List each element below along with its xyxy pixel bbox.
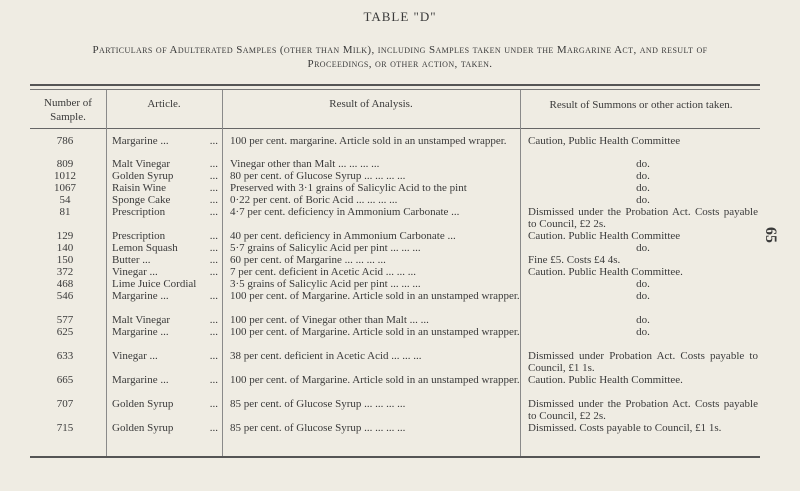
analysis-result: 100 per cent. of Margarine. Article sold in an unstamped wrapper.	[230, 290, 520, 302]
summons-result: Fine £5. Costs £4 4s.	[528, 254, 621, 266]
header-number: Number of Sample.	[44, 97, 92, 123]
article-name: Margarine ...	[112, 290, 169, 302]
summons-result: Caution, Public Health Committee	[528, 135, 681, 147]
summons-result: do.	[636, 242, 650, 254]
article-name: Malt Vinegar	[112, 158, 171, 170]
sample-number: 707	[56, 398, 74, 410]
summons-result: do.	[636, 326, 650, 338]
summons-result: do.	[636, 170, 650, 182]
top-rule	[30, 84, 760, 86]
subtitle-line-1: Particulars of Adulterated Samples (other than Milk), including Samples taken under the Margarine Act, and result of	[92, 44, 708, 56]
summons-result: do.	[636, 158, 650, 170]
column-divider	[520, 90, 521, 456]
analysis-result: Preserved with 3·1 grains of Salicylic Acid to the pint	[230, 182, 467, 194]
article-name: Sponge Cake	[112, 194, 171, 206]
analysis-result: 100 per cent. of Vinegar other than Malt ... ...	[230, 314, 429, 326]
header-article: Article.	[147, 98, 181, 110]
leader-dots: ...	[209, 314, 218, 326]
sample-number: 546	[56, 290, 74, 302]
leader-dots: ...	[209, 350, 218, 362]
sample-number: 786	[56, 135, 74, 147]
analysis-result: 40 per cent. deficiency in Ammonium Carbonate ...	[230, 230, 456, 242]
column-divider	[222, 90, 223, 456]
analysis-result: Vinegar other than Malt ... ... ... ...	[230, 158, 380, 170]
article-name: Malt Vinegar	[112, 314, 171, 326]
summons-result: do.	[636, 194, 650, 206]
summons-result: Dismissed under the Probation Act. Costs payable to Council, £2 2s.	[528, 398, 758, 422]
article-name: Margarine ...	[112, 326, 169, 338]
leader-dots: ...	[209, 182, 218, 194]
article-name: Golden Syrup	[112, 398, 174, 410]
sample-number: 577	[56, 314, 74, 326]
leader-dots: ...	[209, 170, 218, 182]
column-divider	[106, 90, 107, 456]
leader-dots: ...	[209, 326, 218, 338]
sample-number: 372	[56, 266, 74, 278]
summons-result: Dismissed. Costs payable to Council, £1 1s.	[528, 422, 722, 434]
analysis-result: 7 per cent. deficient in Acetic Acid ... ... ...	[230, 266, 417, 278]
table-subtitle	[20, 43, 780, 71]
sample-number: 665	[56, 374, 74, 386]
sample-number: 625	[56, 326, 74, 338]
leader-dots: ...	[209, 135, 218, 147]
analysis-result: 3·5 grains of Salicylic Acid per pint ... ... ...	[230, 278, 421, 290]
sample-number: 715	[56, 422, 74, 434]
leader-dots: ...	[209, 158, 218, 170]
article-name: Lemon Squash	[112, 242, 178, 254]
analysis-result: 5·7 grains of Salicylic Acid per pint ... ... ...	[230, 242, 421, 254]
article-name: Golden Syrup	[112, 422, 174, 434]
article-name: Vinegar ...	[112, 350, 158, 362]
article-name: Golden Syrup	[112, 170, 174, 182]
sample-number: 633	[56, 350, 74, 362]
summons-result: do.	[636, 182, 650, 194]
summons-result: Caution. Public Health Committee.	[528, 374, 683, 386]
sample-number: 1012	[54, 170, 76, 182]
summons-result: do.	[636, 290, 650, 302]
leader-dots: ...	[209, 230, 218, 242]
article-name: Prescription	[112, 206, 166, 218]
top-rule-thin	[30, 89, 760, 90]
header-result: Result of Analysis.	[329, 98, 413, 110]
article-name: Vinegar ...	[112, 266, 158, 278]
article-name: Prescription	[112, 230, 166, 242]
article-name: Margarine ...	[112, 135, 169, 147]
summons-result: Dismissed under Probation Act. Costs payable to Council, £1 1s.	[528, 350, 758, 374]
sample-number: 809	[56, 158, 74, 170]
analysis-result: 100 per cent. of Margarine. Article sold in an unstamped wrapper.	[230, 326, 520, 338]
summons-result: do.	[636, 278, 650, 290]
analysis-result: 80 per cent. of Glucose Syrup ... ... ... ...	[230, 170, 406, 182]
summons-result: do.	[636, 314, 650, 326]
analysis-result: 100 per cent. of Margarine. Article sold in an unstamped wrapper.	[230, 374, 520, 386]
subtitle-line-2: Proceedings, or other action, taken.	[307, 58, 493, 70]
leader-dots: ...	[209, 206, 218, 218]
page-number: 65	[762, 227, 779, 243]
sample-number: 54	[59, 194, 71, 206]
leader-dots: ...	[209, 398, 218, 410]
header-rule	[30, 128, 760, 129]
analysis-result: 100 per cent. margarine. Article sold in an unstamped wrapper.	[230, 135, 507, 147]
sample-number: 81	[59, 206, 71, 218]
analysis-result: 85 per cent. of Glucose Syrup ... ... ... ...	[230, 398, 406, 410]
summons-result: Caution. Public Health Committee.	[528, 266, 683, 278]
leader-dots: ...	[209, 266, 218, 278]
analysis-result: 60 per cent. of Margarine ... ... ... ...	[230, 254, 386, 266]
article-name: Lime Juice Cordial	[112, 278, 197, 290]
leader-dots: ...	[209, 194, 218, 206]
summons-result: Dismissed under the Probation Act. Costs payable to Council, £2 2s.	[528, 206, 758, 230]
article-name: Margarine ...	[112, 374, 169, 386]
article-name: Butter ...	[112, 254, 151, 266]
leader-dots: ...	[209, 374, 218, 386]
sample-number: 150	[56, 254, 74, 266]
table-title: TABLE "D"	[363, 9, 437, 24]
article-name: Raisin Wine	[112, 182, 167, 194]
analysis-result: 85 per cent. of Glucose Syrup ... ... ... ...	[230, 422, 406, 434]
summons-result: Caution. Public Health Committee	[528, 230, 681, 242]
sample-number: 140	[56, 242, 74, 254]
leader-dots: ...	[209, 422, 218, 434]
sample-number: 129	[56, 230, 74, 242]
analysis-result: 4·7 per cent. deficiency in Ammonium Carbonate ...	[230, 206, 460, 218]
analysis-result: 0·22 per cent. of Boric Acid ... ... ... ...	[230, 194, 398, 206]
leader-dots: ...	[209, 254, 218, 266]
bottom-rule	[30, 456, 760, 458]
analysis-result: 38 per cent. deficient in Acetic Acid ... ... ...	[230, 350, 422, 362]
sample-number: 468	[56, 278, 74, 290]
leader-dots: ...	[209, 242, 218, 254]
header-summons: Result of Summons or other action taken.	[549, 99, 733, 111]
sample-number: 1067	[54, 182, 76, 194]
leader-dots: ...	[209, 290, 218, 302]
